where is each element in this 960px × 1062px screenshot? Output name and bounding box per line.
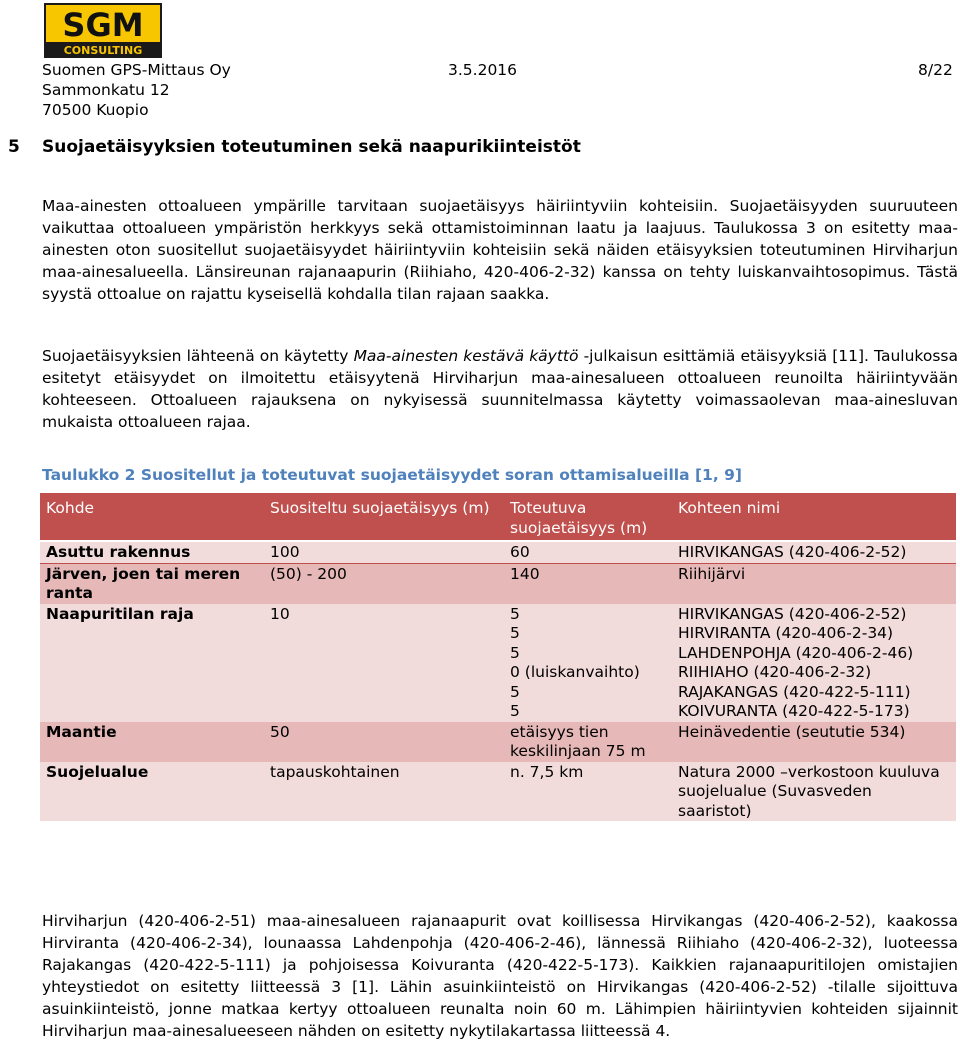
- cell-nimi: HIRVIKANGAS (420-406-2-52) HIRVIRANTA (420-406-2-34) LAHDENPOHJA (420-406-2-46) RIIHIAHO (420-406-2-32) RAJAKANGAS (420-422-5-111) KOIVURANTA (420-422-5-173): [672, 604, 956, 722]
- cell-kohde: Järven, joen tai meren ranta: [40, 563, 264, 604]
- cell-toteutuva: 5 5 5 0 (luiskanvaihto) 5 5: [504, 604, 672, 722]
- header-suositeltu: Suositeltu suojaetäisyys (m): [264, 493, 504, 541]
- paragraph-2-start: Suojaetäisyyksien lähteenä on käytetty: [42, 347, 354, 365]
- table-header-row: [40, 493, 956, 541]
- company-street: Sammonkatu 12: [42, 81, 170, 99]
- company-name: Suomen GPS-Mittaus Oy: [42, 61, 231, 79]
- header-toteutuva: Toteutuva suojaetäisyys (m): [504, 493, 672, 541]
- page-number: 8/22: [918, 61, 953, 79]
- cell-kohde: Naapuritilan raja: [40, 604, 264, 722]
- table-row: [40, 563, 956, 604]
- publication-title: Maa-ainesten kestävä käyttö: [353, 347, 579, 365]
- cell-suositeltu: 50: [264, 722, 504, 762]
- paragraph-1: Maa-ainesten ottoalueen ympärille tarvitaan suojaetäisyys häiriintyviin kohteisiin. Suojaetäisyyden suuruuteen vaikuttaa ottoalueen ympäristön herkkyys sekä ottamistoiminnan laatu ja laajuus. Taulukossa 3 on esitetty maa-ainesten oton suositellut suojaetäisyydet häiriintyviin kohteisiin sekä näiden etäisyyksien toteutuminen Hirviharjun maa-ainesalueella. Länsireunan rajanaapurin (Riihiaho, 420-406-2-32) kanssa on tehty luiskanvaihtosopimus. Tästä syystä ottoalue on rajattu kyseisellä kohdalla tilan rajaan saakka.: [42, 197, 958, 303]
- section-heading: [8, 137, 581, 157]
- distance-table: [40, 493, 956, 821]
- logo-text: SGM: [62, 6, 144, 44]
- cell-toteutuva: 60: [504, 541, 672, 563]
- cell-nimi: Riihijärvi: [672, 563, 956, 604]
- section-number: 5: [8, 137, 20, 157]
- cell-suositeltu: (50) - 200: [264, 563, 504, 604]
- sgm-consulting-logo: [44, 3, 162, 58]
- cell-toteutuva: 140: [504, 563, 672, 604]
- document-date: 3.5.2016: [448, 61, 518, 79]
- cell-kohde: Asuttu rakennus: [40, 541, 264, 563]
- cell-suositeltu: tapauskohtainen: [264, 762, 504, 822]
- cell-nimi: Heinävedentie (seututie 534): [672, 722, 956, 762]
- table-row: [40, 604, 956, 722]
- cell-suositeltu: 100: [264, 541, 504, 563]
- paragraph-2: [42, 345, 958, 433]
- header-kohde: Kohde: [40, 493, 264, 541]
- cell-nimi: Natura 2000 –verkostoon kuuluva suojelualue (Suvasveden saaristot): [672, 762, 956, 822]
- company-city: 70500 Kuopio: [42, 101, 149, 119]
- table-row: [40, 541, 956, 563]
- paragraph-3: Hirviharjun (420-406-2-51) maa-ainesalueen rajanaapurit ovat koillisessa Hirvikangas (420-406-2-52), kaakossa Hirviranta (420-406-2-34), lounaassa Lahdenpohja (420-406-2-46), lännessä Riihiaho (420-406-2-32), luoteessa Rajakangas (420-422-5-111) ja pohjoisessa Koivuranta (420-422-5-173). Kaikkien rajanaapuritilojen omistajien yhteystiedot on esitetty liitteessä 3 [1]. Lähin asuinkiinteistö on Hirvikangas (420-406-2-52) -tilalle sijoittuva asuinkiinteistö, jonne matkaa kertyy ottoalueen reunalta noin 60 m. Lähimpien häiriintyvien kohteiden sijainnit Hirviharjun maa-ainesalueeseen nähden on esitetty nykytilakartassa liitteessä 4.: [42, 912, 958, 1040]
- cell-toteutuva: n. 7,5 km: [504, 762, 672, 822]
- table-row: [40, 722, 956, 762]
- cell-nimi: HIRVIKANGAS (420-406-2-52): [672, 541, 956, 563]
- cell-kohde: Suojelualue: [40, 762, 264, 822]
- table-row: [40, 762, 956, 822]
- cell-suositeltu: 10: [264, 604, 504, 722]
- logo-subtext: CONSULTING: [63, 44, 143, 57]
- section-title: Suojaetäisyyksien toteutuminen sekä naapurikiinteistöt: [42, 137, 581, 157]
- paragraph-2-end: -julkaisun esittämiä etäisyyksiä [11]. Taulukossa esitetyt etäisyydet on ilmoitettu etäisyytenä Hirviharjun maa-ainesalueen ottoalueen reunoilta häiriintyvään kohteeseen. Ottoalueen rajauksena on nykyisessä suunnitelmassa käytetty voimassaolevan maa-ainesluvan mukaista ottoalueen rajaa.: [42, 347, 958, 431]
- table-caption: Taulukko 2 Suositellut ja toteutuvat suojaetäisyydet soran ottamisalueilla [1, 9]: [42, 466, 742, 484]
- cell-toteutuva: etäisyys tien keskilinjaan 75 m: [504, 722, 672, 762]
- header-nimi: Kohteen nimi: [672, 493, 956, 541]
- cell-kohde: Maantie: [40, 722, 264, 762]
